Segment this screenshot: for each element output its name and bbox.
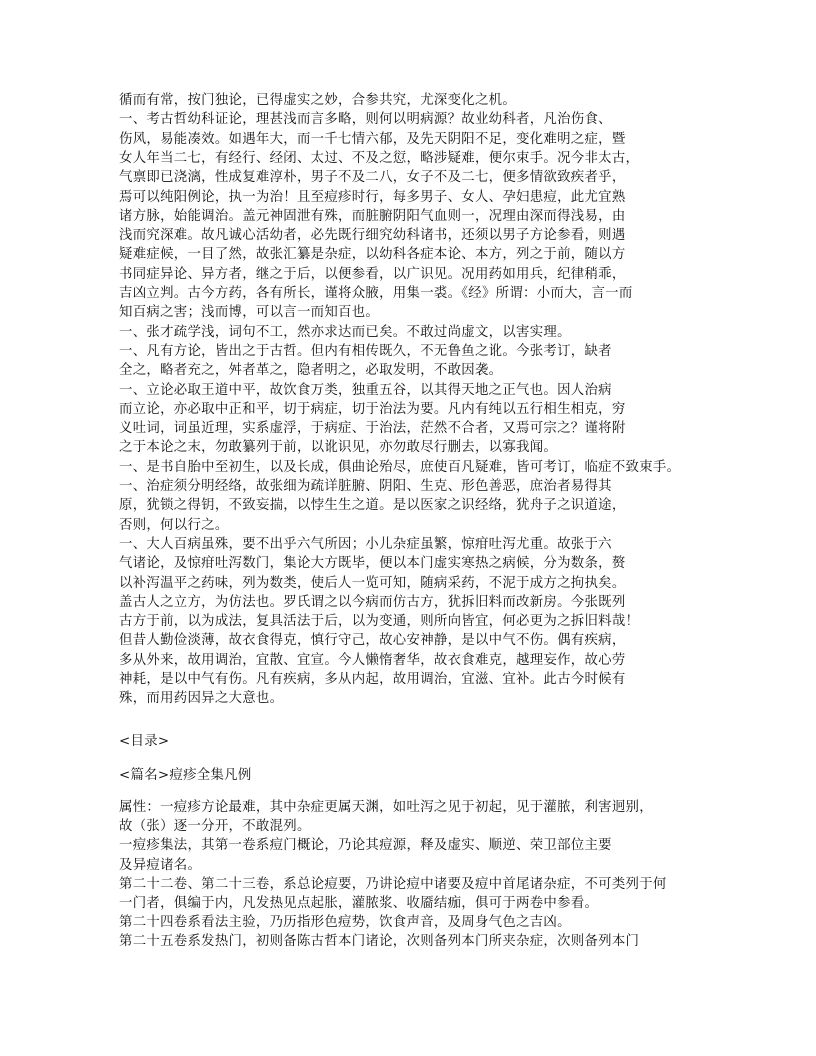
text-line: 一、治症须分明经络，故张细为疏详脏腑、阴阳、生克、形色善恶，庶治者易得其: [119, 479, 612, 494]
text-line: 知百病之害；浅而博，可以言一而知百也。: [119, 305, 380, 321]
text-line: 原，犹锁之得钥，不致妄揣，以悖生生之道。是以医家之识经络，犹舟子之识道途，: [119, 498, 626, 514]
text-line: 诸方脉，始能调治。盖元神固泄有殊，而脏腑阴阳气血则一，况理由深而得浅易，由: [119, 208, 626, 224]
text-line: 气诸论，及惊疳吐泻数门，集论大方既毕，便以本门虚实寒热之病候，分为数条，赘: [119, 556, 626, 572]
attribute-line: 第二十四卷系看法主验，乃历指形色痘势，饮食声音，及周身气色之吉凶。: [119, 915, 571, 931]
text-line: 一、凡有方论，皆出之于古哲。但内有相传既久，不无鲁鱼之讹。今张考订，缺者: [119, 343, 612, 359]
attribute-line: 第二十五卷系发热门，初则备陈古哲本门诸论，次则备列本门所夹杂症，次则备列本门: [119, 934, 640, 950]
toc-label: <目录>: [119, 734, 170, 749]
text-line: 浅而究深难。故凡诚心活幼者，必先既行细究幼科诸书，还须以男子方论参看，则遇: [119, 228, 626, 244]
text-line: 义吐词，词虽近理，实系虚浮，于病症、于治法，茫然不合者，又焉可宗之？谨将附: [119, 421, 626, 437]
text-line: 书同症异论、异方者，继之于后，以便参看，以广识见。况用药如用兵，纪律稍乖，: [119, 266, 626, 282]
text-line: 吉凶立判。古今方药，各有所长，谨将众腋，用集一裘。《经》所谓：小而大，言一而: [119, 286, 633, 301]
text-line: 伤风，易能凑效。如遇年大，而一千七情六郁，及先天阴阳不足，变化难明之症，暨: [119, 131, 626, 147]
attribute-line: 一痘疹集法，其第一卷系痘门概论，乃论其痘源，释及虚实、顺逆、荣卫部位主要: [119, 838, 612, 854]
attribute-line: 一门者，俱编于内，凡发热见点起胀，灌脓浆、收靥结痂，俱可于两卷中参看。: [119, 896, 599, 911]
attribute-line: 第二十二卷、第二十三卷，系总论痘要，乃讲论痘中诸要及痘中首尾诸杂症，不可类列于何: [119, 876, 667, 892]
text-line: 一、立论必取王道中平，故饮食万类，独重五谷，以其得天地之正气也。因人治病: [119, 382, 612, 398]
text-line: 全之，略者充之，舛者革之，隐者明之，必取发明，不敢因袭。: [119, 363, 503, 379]
text-line: 盖古人之立方，为仿法也。罗氏谓之以今病而仿古方，犹拆旧料而改新房。今张既列: [119, 594, 626, 610]
text-line: 以补泻温平之药味，列为数类，使后人一览可知，随病采药，不泥于成方之拘执矣。: [119, 575, 626, 591]
text-line: 女人年当二七，有经行、经闭、太过、不及之愆，略涉疑难，便尔束手。况今非太古，: [119, 150, 640, 166]
text-line: 但昔人勤俭淡薄，故衣食得克，慎行守己，故心安神静，是以中气不伤。偶有疾病，: [119, 633, 626, 649]
text-line: 一、张才疏学浅，词句不工，然亦求达而已矣。不敢过尚虚文，以害实理。: [119, 324, 571, 340]
text-line: 疑难症候，一目了然，故张汇纂是杂症，以幼科各症本论、本方，列之于前，随以方: [119, 247, 626, 263]
text-line: 一、是书自胎中至初生，以及长成，俱曲论殆尽，庶使百凡疑难，皆可考订，临症不致束手。: [119, 459, 681, 475]
attribute-line: 故（张）逐一分开，不敢混列。: [119, 819, 311, 835]
text-line: 之于本论之末，勿敢纂列于前，以讹识见，亦勿敢尽行删去，以寡我闻。: [119, 440, 558, 456]
text-line: 殊，而用药因异之大意也。: [119, 691, 284, 707]
text-line: 循而有常，按门独论，已得虚实之妙，合参共究，尤深变化之机。: [119, 93, 517, 108]
text-line: 古方于前，以为成法，复具活法于后，以为变通，则所向皆宜，何必更为之拆旧料哉！: [119, 614, 640, 630]
text-line: 一、大人百病虽殊，要不出乎六气所因；小儿杂症虽繁，惊疳吐泻尤重。故张于六: [119, 536, 612, 552]
text-line: 多从外来，故用调治，宜散、宜宣。今人懒惰奢华，故衣食难克，越理妄作，故心劳: [119, 652, 626, 668]
attribute-line: 属性：一痘疹方论最难，其中杂症更属天渊，如吐泻之见于初起，见于灌脓，利害迥别，: [119, 800, 653, 815]
text-line: 否则，何以行之。: [119, 517, 229, 533]
text-line: 焉可以纯阳例论，执一为治！且至痘疹时行，每多男子、女人、孕妇患痘，此尤宜熟: [119, 189, 626, 205]
section-title: <篇名>痘疹全集凡例: [119, 768, 252, 783]
text-line: 神耗，是以中气有伤。凡有疾病，多从内起，故用调治，宜滋、宜补。此古今时候有: [119, 672, 626, 687]
text-line: 而立论，亦必取中正和平，切于病症，切于治法为要。凡内有纯以五行相生相克，穷: [119, 401, 626, 417]
text-line: 一、考古哲幼科证论，理甚浅而言多略，则何以明病源？故业幼科者，凡治伤食、: [119, 112, 612, 128]
attribute-line: 及异痘诸名。: [119, 857, 202, 873]
text-line: 气禀即已浇漓，性成复难淳朴，男子不及二八，女子不及二七，便多情欲致疾者乎，: [119, 170, 626, 186]
